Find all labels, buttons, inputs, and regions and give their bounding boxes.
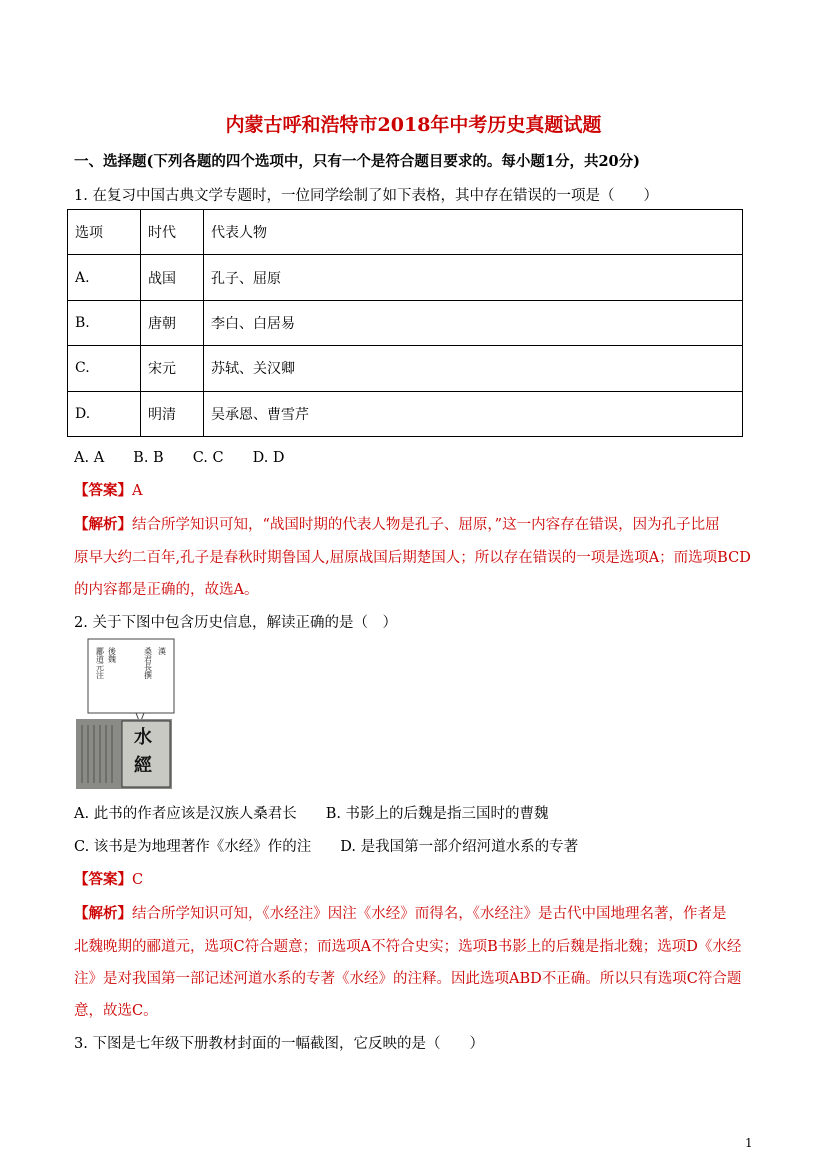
q2-options-line1: A. 此书的作者应该是汉族人桑君长 B. 书影上的后魏是指三国时的曹魏 — [74, 806, 549, 822]
table-header-cell: 选项 — [68, 210, 141, 255]
table-cell: 吴承恩、曹雪芹 — [204, 391, 743, 436]
callout-col-2: 桑君長撰 — [143, 647, 153, 679]
q1-analysis-line — [74, 513, 720, 534]
table-row — [68, 300, 743, 345]
table-cell: 苏轼、关汉卿 — [204, 346, 743, 391]
q1-analysis-line: 原早大约二百年,孔子是春秋时期鲁国人,屈原战国后期楚国人；所以存在错误的一项是选项A；而选项BCD — [74, 550, 751, 566]
cover-char-1: 水 — [134, 727, 152, 748]
q2-analysis-line: 北魏晚期的郦道元，选项C符合题意；而选项A不符合史实；选项B书影上的后魏是指北魏；选项D《水经 — [74, 939, 742, 955]
callout-col-4: 酈道元注 — [95, 647, 105, 679]
q1-answer — [74, 479, 142, 500]
q2-stem: 2. 关于下图中包含历史信息，解读正确的是（ ） — [74, 615, 397, 631]
page-number: 1 — [745, 1136, 753, 1150]
table-cell: 孔子、屈原 — [204, 255, 743, 300]
table-row — [68, 346, 743, 391]
book-cover-figure — [76, 637, 196, 789]
callout-col-3: 後魏 — [107, 647, 117, 663]
answer-label: 【答案】 — [74, 871, 132, 888]
q1-analysis-line: 的内容都是正确的，故选A。 — [74, 582, 259, 598]
table-header-cell: 时代 — [141, 210, 204, 255]
q2-options-line2: C. 该书是为地理著作《水经》作的注 D. 是我国第一部介绍河道水系的专著 — [74, 839, 579, 855]
table-cell: 战国 — [141, 255, 204, 300]
q1-table — [67, 209, 743, 437]
table-cell: C. — [68, 346, 141, 391]
q1-options: A. A B. B C. C D. D — [74, 450, 285, 466]
q2-analysis-line: 注》是对我国第一部记述河道水系的专著《水经》的注释。因此选项ABD不正确。所以只有选项C符合题 — [74, 971, 742, 987]
table-row — [68, 255, 743, 300]
table-row — [68, 391, 743, 436]
table-cell: 宋元 — [141, 346, 204, 391]
analysis-label: 【解析】 — [74, 516, 132, 533]
q2-answer — [74, 868, 143, 889]
analysis-text: 结合所学知识可知，《水经注》因注《水经》而得名，《水经注》是古代中国地理名著，作者是 — [132, 906, 727, 922]
q1-stem: 1. 在复习中国古典文学专题时，一位同学绘制了如下表格，其中存在错误的一项是（ ） — [74, 188, 658, 204]
q2-analysis-line: 意，故选C。 — [74, 1003, 158, 1019]
answer-value: A — [132, 483, 143, 499]
analysis-label: 【解析】 — [74, 905, 132, 922]
table-cell: 唐朝 — [141, 300, 204, 345]
table-cell: A. — [68, 255, 141, 300]
answer-label: 【答案】 — [74, 482, 132, 499]
cover-char-2: 經 — [134, 755, 152, 776]
q3-stem: 3. 下图是七年级下册教材封面的一幅截图，它反映的是（ ） — [74, 1036, 484, 1052]
answer-value: C — [132, 872, 144, 888]
table-header-row — [68, 210, 743, 255]
table-cell: D. — [68, 391, 141, 436]
callout-col-1: 漢 — [157, 647, 167, 655]
table-cell: 李白、白居易 — [204, 300, 743, 345]
table-cell: 明清 — [141, 391, 204, 436]
table-cell: B. — [68, 300, 141, 345]
page-title: 内蒙古呼和浩特市2018年中考历史真题试题 — [225, 114, 602, 136]
section-heading: 一、选择题(下列各题的四个选项中，只有一个是符合题目要求的。每小题1分，共20分) — [74, 153, 640, 170]
q2-analysis-line — [74, 902, 727, 923]
table-header-cell: 代表人物 — [204, 210, 743, 255]
analysis-text: 结合所学知识可知，“战国时期的代表人物是孔子、屈原，”这一内容存在错误，因为孔子比屈 — [132, 517, 720, 533]
